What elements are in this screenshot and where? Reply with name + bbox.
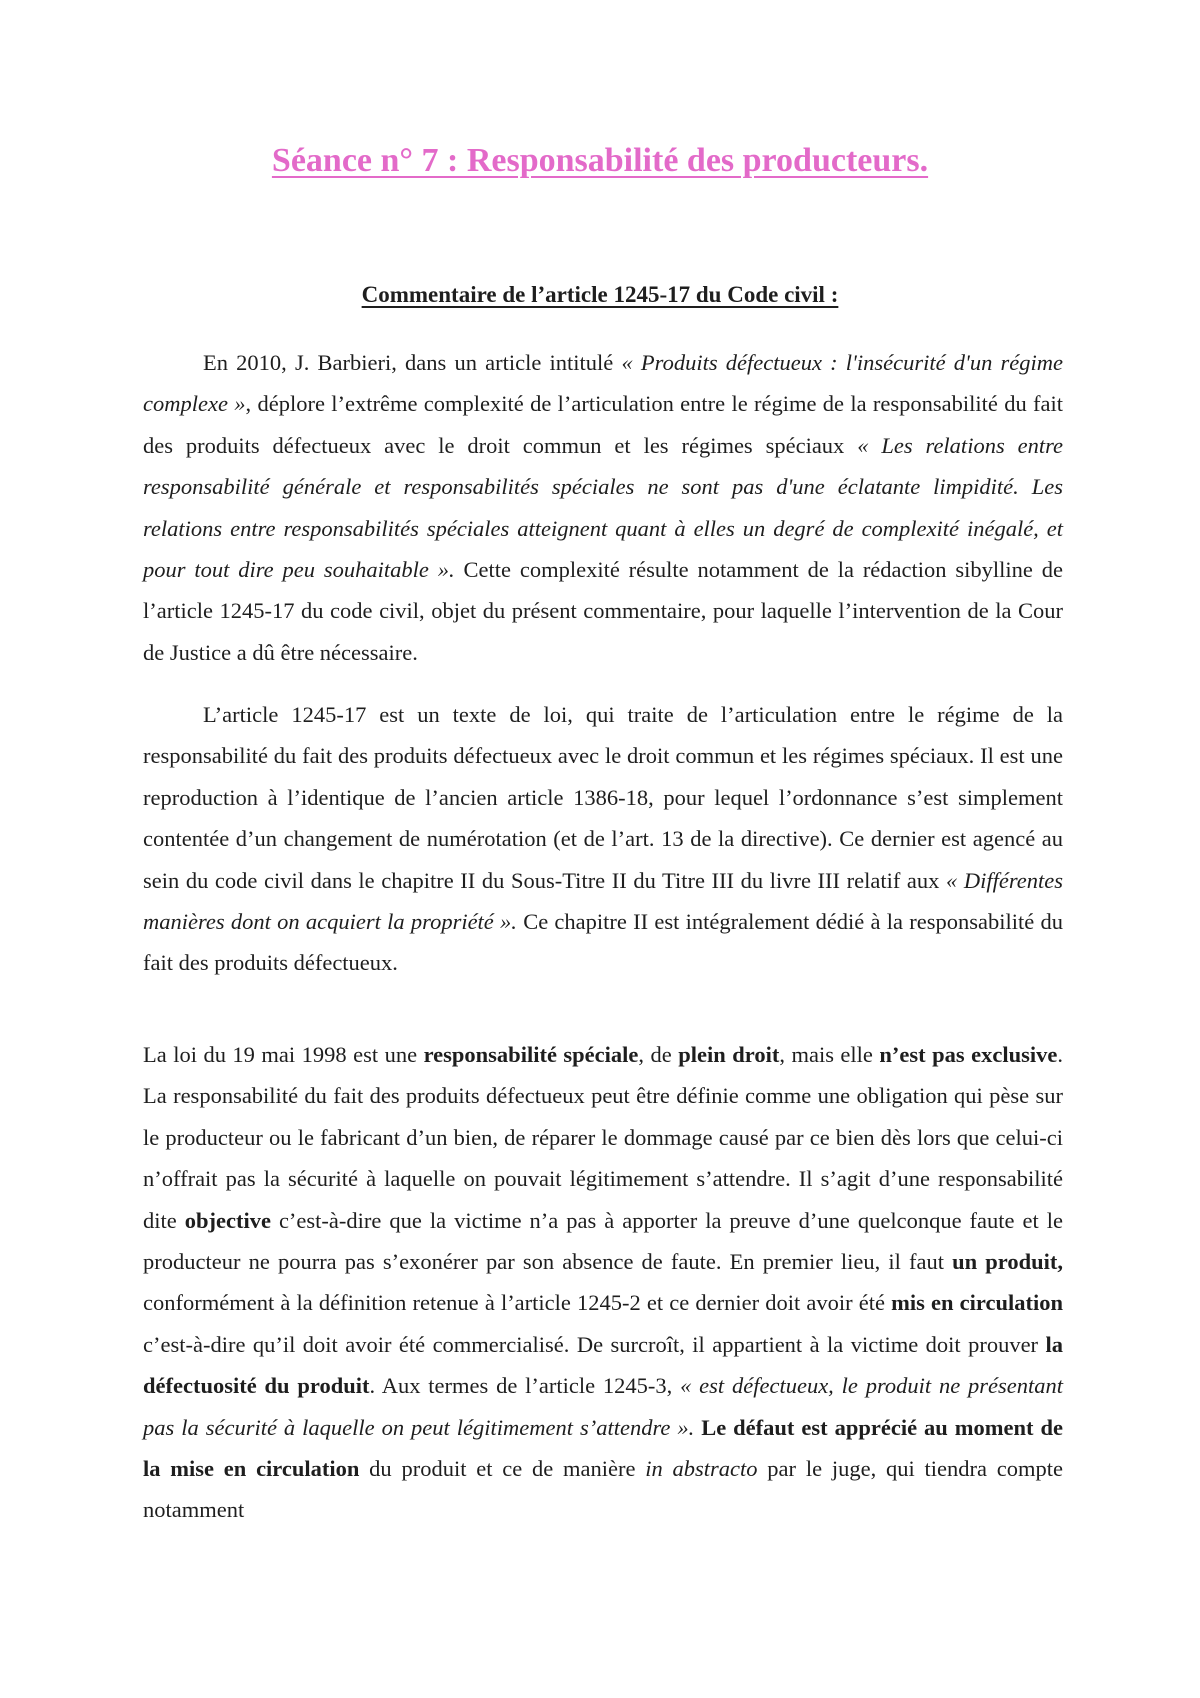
quoted-title: « Produits défectueux : l'insécurité d'un régime complexe » <box>143 350 1063 417</box>
text-run: . Aux termes de l’article 1245-3, <box>369 1373 681 1399</box>
page-title: Séance n° 7 : Responsabilité des producteurs. <box>271 142 929 179</box>
quotation: « Différentes manières dont on acquiert la propriété ». <box>143 867 1063 935</box>
bold-term: un produit, <box>952 1249 1063 1275</box>
text-run: par le juge, qui tiendra compte notamment <box>143 1456 1063 1523</box>
paragraph-regime <box>143 1034 1063 1531</box>
bold-term: mis en circulation <box>891 1290 1063 1316</box>
paragraph-introduction <box>143 342 1063 673</box>
bold-term: objective <box>184 1207 271 1233</box>
bold-term: responsabilité spéciale <box>423 1042 639 1067</box>
text-run: La loi du 19 mai 1998 est une <box>143 1042 424 1067</box>
paragraph-context <box>143 694 1063 984</box>
text-run: conformément à la définition retenue à l’article 1245-2 et ce dernier doit avoir été <box>143 1290 892 1316</box>
quotation: « est défectueux, le produit ne présentant pas la sécurité à laquelle on peut légitimement s’attendre ». <box>143 1373 1063 1440</box>
bold-term: la défectuosité du produit <box>143 1331 1063 1399</box>
text-run: c’est-à-dire que la victime n’a pas à apporter la preuve d’une quelconque faute et le producteur ne pourra pas s’exonérer par son absence de faute. En premier lieu, il faut <box>143 1207 1063 1275</box>
text-run: En 2010, J. Barbieri, dans un article intitulé <box>203 350 622 375</box>
text-run: , de <box>638 1042 679 1067</box>
bold-term: plein droit <box>678 1042 780 1067</box>
text-run: Cette complexité résulte notamment de la rédaction sibylline de l’article 1245-17 du code civil, objet du présent commentaire, pour laquelle l’intervention de la Cour de Justice a dû être nécessaire. <box>143 557 1063 665</box>
text-run: , mais elle <box>779 1042 880 1067</box>
text-run: c’est-à-dire qu’il doit avoir été commercialisé. De surcroît, il appartient à la victime doit prouver <box>143 1331 1046 1357</box>
text-run: L’article 1245-17 est un texte de loi, qui traite de l’articulation entre le régime de la responsabilité du fait des produits défectueux avec le droit commun et les régimes spéciaux. Il est une reproduction à l’identique de l’ancien article 1386-18, pour lequel l’ordonnance s’est simplement contentée d’un changement de numérotation (et de l’art. 13 de la directive). Ce dernier est agencé au sein du code civil dans le chapitre II du Sous-Titre II du Titre III du livre III relatif aux <box>143 702 1063 893</box>
text-run: Ce chapitre II est intégralement dédié à la responsabilité du fait des produits défectueux. <box>143 909 1063 976</box>
text-run: du produit et ce de manière <box>359 1456 646 1482</box>
quotation: « Les relations entre responsabilité générale et responsabilités spéciales ne sont pas d'une éclatante limpidité. Les relations entre responsabilités spéciales atteignent quant à elles un degré de complexité inégalé, et pour tout dire peu souhaitable ». <box>143 432 1063 583</box>
text-run: . La responsabilité du fait des produits défectueux peut être définie comme une obligation qui pèse sur le producteur ou le fabricant d’un bien, de réparer le dommage causé par ce bien dès lors que celui-ci n’offrait pas la sécurité à laquelle on pouvait légitimement s’attendre. Il s’agit d’une responsabilité dite <box>143 1042 1063 1233</box>
bold-term: n’est pas exclusive <box>879 1042 1058 1067</box>
latin-term: in abstracto <box>645 1456 758 1482</box>
text-run: , déplore l’extrême complexité de l’articulation entre le régime de la responsabilité du fait des produits défectueux avec le droit commun et les régimes spéciaux <box>143 391 1064 458</box>
bold-term: Le défaut est apprécié au moment de la mise en circulation <box>143 1414 1064 1482</box>
section-heading: Commentaire de l’article 1245-17 du Code civil : <box>361 282 839 307</box>
